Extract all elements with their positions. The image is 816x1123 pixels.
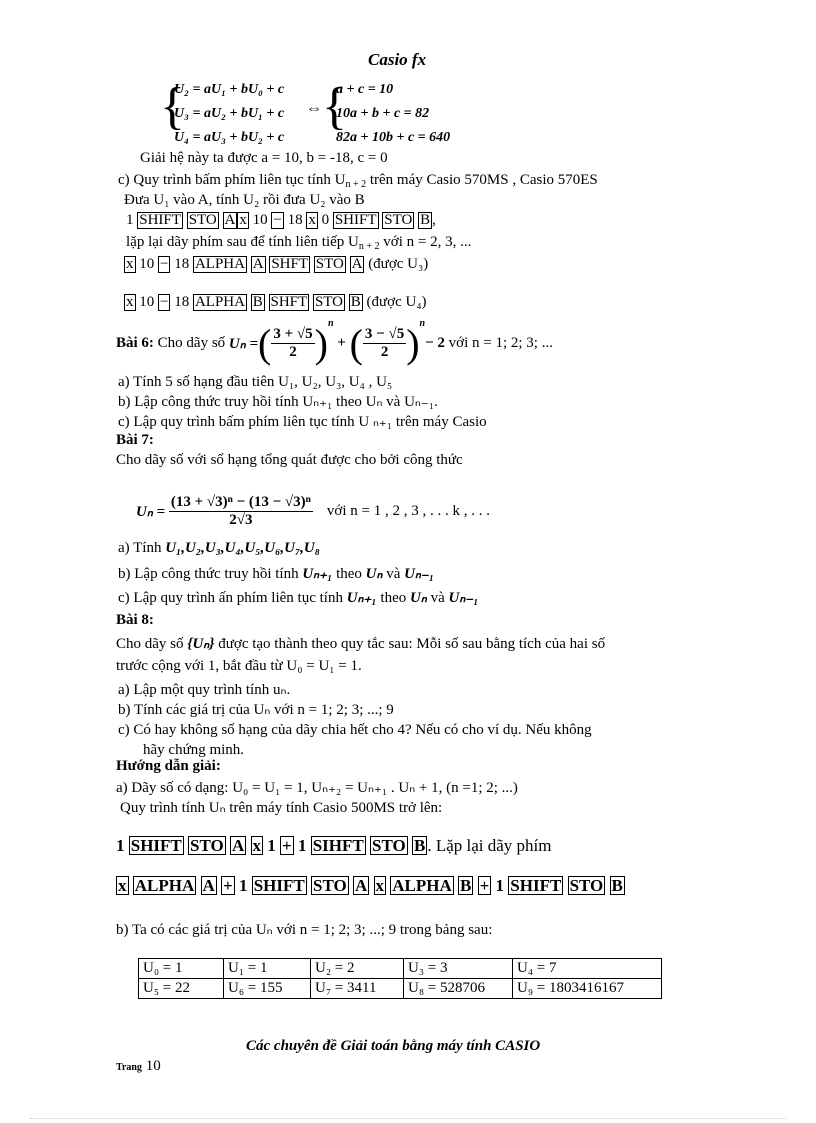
eq-left-3: U₄ = aU₃ + bU₂ + c bbox=[174, 130, 285, 145]
bai6-label: Bài 6: bbox=[116, 334, 154, 351]
eq-right-3: 82a + 10b + c = 640 bbox=[336, 130, 451, 145]
list-item: c) Lập quy trình bấm phím liên tục tính U ₙ₊₁ trên máy Casio bbox=[118, 414, 487, 430]
page-header: Casio fx bbox=[368, 50, 427, 69]
left-brace: { bbox=[160, 78, 185, 135]
guide-line-a: a) Dãy số có dạng: U₀ = U₁ = 1, Uₙ₊₂ = Uₙ₊₁ . Uₙ + 1, (n =1; 2; ...) bbox=[116, 780, 518, 796]
guide-line-b: b) Ta có các giá trị của Uₙ với n = 1; 2; 3; ...; 9 trong bảng sau: bbox=[116, 922, 493, 938]
key-sequence-1: 1 SHIFT STO A x 10 − 18 x 0 SHIFT STO B , bbox=[126, 212, 436, 228]
key-shift: SHIFT bbox=[139, 212, 181, 228]
page-number: Trang 10 bbox=[116, 1058, 161, 1074]
bai8-items bbox=[118, 680, 592, 760]
bai8-text2: trước cộng với 1, bắt đầu từ U₀ = U₁ = 1. bbox=[116, 658, 362, 674]
footer-title: Các chuyên đề Giải toán bằng máy tính CASIO bbox=[246, 1038, 541, 1054]
part-c-intro: c) Quy trình bấm phím liên tục tính $U_{n + 2}$ trên máy Casio 570MS , Casio 570ES bbox=[118, 172, 598, 190]
list-item: a) Tính 5 số hạng đầu tiên U₁, U₂, U₃, U₄ , U₅ bbox=[118, 374, 393, 390]
key-sequence-2: x 10 − 18 ALPHA A SHFT STO A (được U₃) bbox=[126, 256, 429, 272]
key-minus: − bbox=[273, 212, 282, 228]
list-item: c) Có hay không số hạng của dãy chia hết cho 4? Nếu có cho ví dụ. Nếu không bbox=[118, 722, 592, 738]
guide-line-q: Quy trình tính Uₙ trên máy tính Casio 500MS trở lên: bbox=[120, 800, 443, 816]
key-sequence-3: x 10 − 18 ALPHA B SHFT STO B (được U₄) bbox=[126, 294, 427, 310]
values-table bbox=[138, 958, 662, 999]
bai8-text1: Cho dãy số {Uₙ} được tạo thành theo quy tắc sau: Mỗi số sau bằng tích của hai số bbox=[116, 636, 606, 652]
list-item: a) Lập một quy trình tính uₙ. bbox=[118, 682, 291, 698]
repeat-line: lặp lại dãy phím sau để tính liên tiếp $U_{n + 2}$ với n = 2, 3, ... bbox=[126, 234, 472, 252]
eq-left-1: U₂ = aU₁ + bU₀ + c bbox=[174, 82, 285, 97]
bai7-label: Bài 7: bbox=[116, 432, 154, 448]
guide-label: Hướng dẫn giải: bbox=[116, 758, 221, 774]
bai7-text: Cho dãy số với số hạng tổng quát được cho bởi công thức bbox=[116, 452, 463, 468]
key-a: A bbox=[224, 212, 236, 228]
solve-text: Giải hệ này ta được a = 10, b = -18, c = 0 bbox=[140, 150, 388, 166]
bai6-items bbox=[118, 372, 487, 432]
eq-right-1: a + c = 10 bbox=[336, 82, 394, 97]
table-row: U₅ = 22 U₆ = 155 U₇ = 3411 U₈ = 528706 U₉ = 1803416167 bbox=[139, 979, 662, 999]
key-multiply: x bbox=[239, 212, 247, 228]
bai7-item-b: b) Lập công thức truy hồi tính Uₙ₊₁ theo Uₙ và Uₙ₋₁ bbox=[118, 566, 435, 582]
page-divider bbox=[30, 1118, 786, 1119]
key-multiply: x bbox=[308, 212, 316, 228]
bai7-item-a: a) Tính U₁,U₂,U₃,U₄,U₅,U₆,U₇,U₈ bbox=[118, 540, 320, 556]
bai6-statement: Bài 6: Cho dãy số Uₙ = ( $\frac{3 + √5}{2}$ ) $^n$ + ( $\frac{3 - √5}{2}$ ) $^n$ − 2 với n = 1; 2; 3; ... bbox=[116, 318, 553, 366]
list-item: b) Lập công thức truy hồi tính Uₙ₊₁ theo Uₙ và Uₙ₋₁. bbox=[118, 394, 438, 410]
equivalence-arrow: ⇔ bbox=[306, 100, 322, 117]
key-sto: STO bbox=[188, 212, 217, 228]
bai8-label: Bài 8: bbox=[116, 612, 154, 628]
list-item: b) Tính các giá trị của Uₙ với n = 1; 2; 3; ...; 9 bbox=[118, 702, 394, 718]
eq-left-2: U₃ = aU₂ + bU₁ + c bbox=[174, 106, 285, 121]
key-b: B bbox=[420, 212, 431, 228]
key-sequence-5: x ALPHA A + 1 SHIFT STO A x ALPHA B + 1 SHIFT STO B bbox=[118, 876, 623, 895]
right-brace: { bbox=[322, 78, 347, 135]
key-sto: STO bbox=[384, 212, 413, 228]
table-row: U₀ = 1 U₁ = 1 U₂ = 2 U₃ = 3 U₄ = 7 bbox=[139, 959, 662, 979]
bai7-formula: Uₙ = $\frac{\text{(13 + √3)ⁿ − (13 − √3)ⁿ}}{2√3}$ với n = 1 , 2 , 3 , . . . k , . . . bbox=[136, 494, 490, 528]
bai7-item-c: c) Lập quy trình ấn phím liên tục tính Uₙ₊₁ theo Uₙ và Uₙ₋₁ bbox=[118, 590, 479, 606]
key-shift: SHIFT bbox=[334, 212, 377, 228]
list-item: hãy chứng minh. bbox=[143, 742, 245, 758]
key-sequence-4: 1 SHIFT STO A x 1 + 1 SIHFT STO B . Lặp lại dãy phím bbox=[116, 836, 552, 855]
part-c-line2: Đưa U₁ vào A, tính U₂ rồi đưa U₂ vào B bbox=[124, 192, 365, 208]
eq-right-2: 10a + b + c = 82 bbox=[336, 106, 430, 121]
